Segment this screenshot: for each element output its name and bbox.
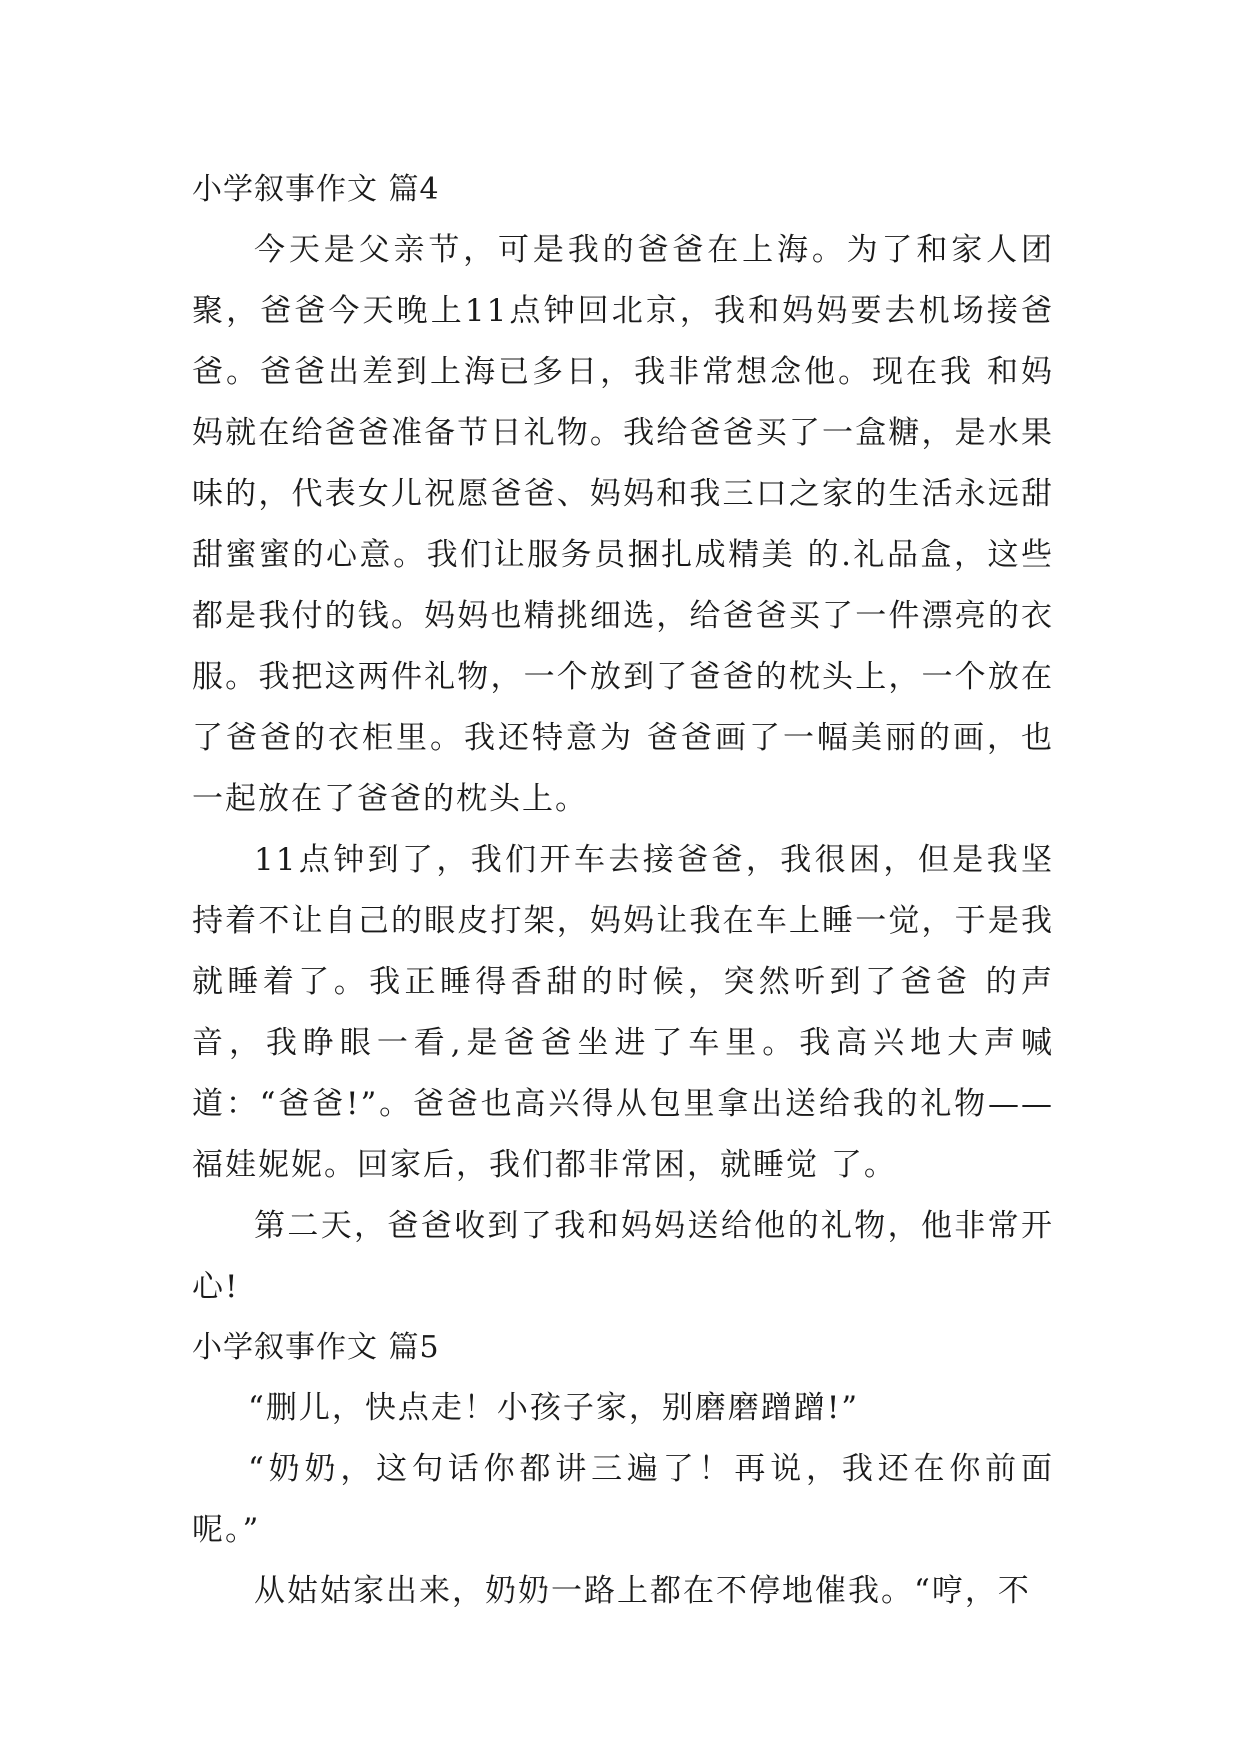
section-4-title: 小学叙事作文 篇4 <box>192 172 440 207</box>
document-body <box>192 160 1054 1622</box>
section-5-title: 小学叙事作文 篇5 <box>192 1330 440 1365</box>
section-4-paragraph-1: 今天是父亲节，可是我的爸爸在上海。为了和家人团聚，爸爸今天晚上11点钟回北京，我和妈妈要去机场接爸爸。爸爸出差到上海已多日，我非常想念他。现在我 和妈妈就在给爸爸准备节日礼物。我给爸爸买了一盒糖，是水果味的，代表女儿祝愿爸爸、妈妈和我三口之家的生活永远甜甜蜜蜜的心意。我们让服务员捆扎成精美 的.礼品盒，这些都是我付的钱。妈妈也精挑细选，给爸爸买了一件漂亮的衣服。我把这两件礼物，一个放到了爸爸的枕头上，一个放在了爸爸的衣柜里。我还特意为 爸爸画了一幅美丽的画，也一起放在了爸爸的枕头上。 <box>192 232 1054 817</box>
section-5-paragraph-2: “奶奶，这句话你都讲三遍了！再说，我还在你前面呢。” <box>192 1451 1054 1548</box>
section-4-paragraph-3: 第二天，爸爸收到了我和妈妈送给他的礼物，他非常开心! <box>192 1208 1054 1305</box>
section-5-paragraph-1: “删儿，快点走！小孩子家，别磨磨蹭蹭!” <box>248 1390 860 1426</box>
section-4-paragraph-2: 11点钟到了，我们开车去接爸爸，我很困，但是我坚持着不让自己的眼皮打架，妈妈让我在车上睡一觉，于是我就睡着了。我正睡得香甜的时候，突然听到了爸爸 的声音，我睁眼一看,是爸爸坐进了车里。我高兴地大声喊道：“爸爸!”。爸爸也高兴得从包里拿出送给我的礼物——福娃妮妮。回家后，我们都非常困，就睡觉 了。 <box>192 842 1054 1183</box>
section-5-paragraph-3: 从姑姑家出来，奶奶一路上都在不停地催我。“哼，不 <box>254 1573 1031 1609</box>
